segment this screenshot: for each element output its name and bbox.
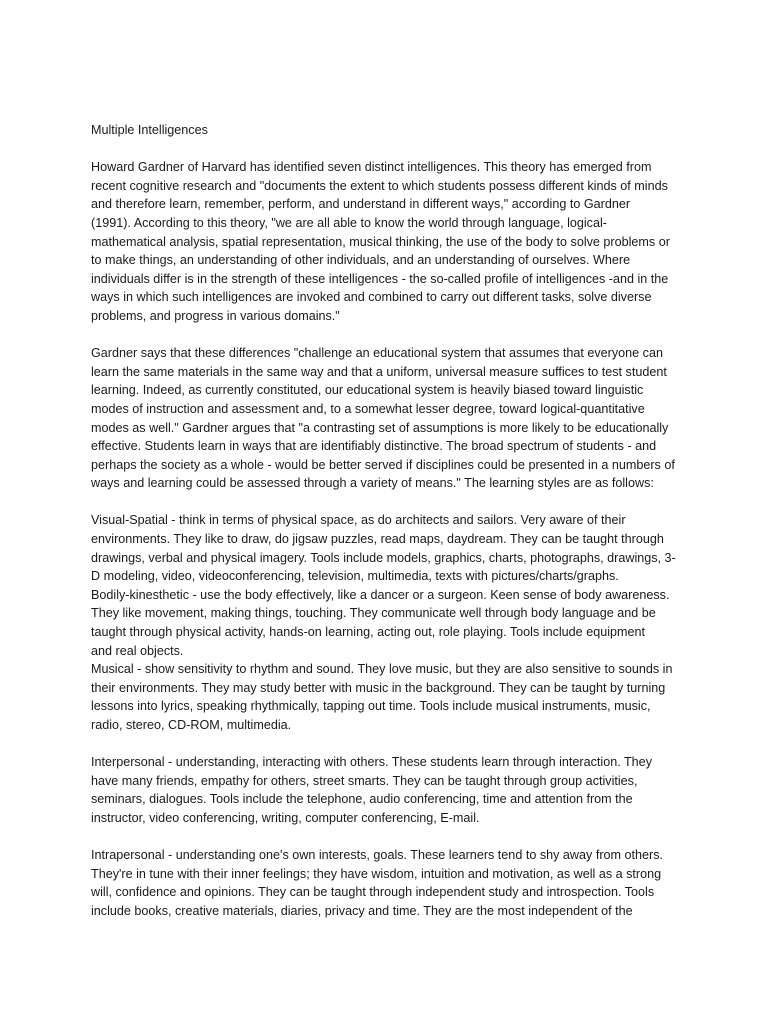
text-line: environments. They like to draw, do jigsaw puzzles, read maps, daydream. They can be taught through xyxy=(91,532,664,547)
text-line: have many friends, empathy for others, street smarts. They can be taught through group activities, xyxy=(91,773,638,788)
document-title: Multiple Intelligences xyxy=(91,123,208,137)
text-line: problems, and progress in various domains." xyxy=(91,308,340,323)
text-line: mathematical analysis, spatial representation, musical thinking, the use of the body to solve problems or xyxy=(91,234,670,249)
text-line: Musical - show sensitivity to rhythm and sound. They love music, but they are also sensitive to sounds in xyxy=(91,662,673,677)
paragraph-spacer xyxy=(91,828,691,847)
document-body xyxy=(91,121,691,921)
text-line: ways in which such intelligences are invoked and combined to carry out different tasks, solve diverse xyxy=(91,290,652,305)
text-line: radio, stereo, CD-ROM, multimedia. xyxy=(91,718,292,732)
text-line: and real objects. xyxy=(91,643,184,658)
text-line: include books, creative materials, diaries, privacy and time. They are the most independent of the xyxy=(91,903,633,918)
paragraph-intro xyxy=(91,158,691,325)
paragraph-gardner-says xyxy=(91,344,691,493)
paragraph-spacer xyxy=(91,735,691,754)
text-line: Visual-Spatial - think in terms of physical space, as do architects and sailors. Very aware of their xyxy=(91,513,626,528)
text-line: perhaps the society as a whole - would be better served if disciplines could be presented in a numbers of xyxy=(91,457,675,472)
text-line: their environments. They may study better with music in the background. They can be taught by turning xyxy=(91,680,666,695)
text-line: seminars, dialogues. Tools include the telephone, audio conferencing, time and attention from the xyxy=(91,792,633,807)
text-line: lessons into lyrics, speaking rhythmically, tapping out time. Tools include musical instruments, music, xyxy=(91,699,651,714)
paragraph-intrapersonal xyxy=(91,846,691,920)
text-line: learning. Indeed, as currently constituted, our educational system is heavily biased toward linguistic xyxy=(91,383,644,398)
paragraph-spacer xyxy=(91,140,691,159)
text-line: taught through physical activity, hands-on learning, acting out, role playing. Tools include equipment xyxy=(91,625,646,640)
text-line: Howard Gardner of Harvard has identified seven distinct intelligences. This theory has emerged from xyxy=(91,160,652,175)
text-line: They like movement, making things, touching. They communicate well through body language and be xyxy=(91,606,656,621)
text-line: effective. Students learn in ways that are identifiably distinctive. The broad spectrum of students - and xyxy=(91,439,657,454)
text-line: modes of instruction and assessment and, to a somewhat lesser degree, toward logical-quantitative xyxy=(91,401,645,416)
paragraph-learning-styles xyxy=(91,511,691,734)
paragraph-spacer xyxy=(91,493,691,512)
text-line: recent cognitive research and "documents the extent to which students possess different kinds of minds xyxy=(91,178,668,193)
text-line: and therefore learn, remember, perform, and understand in different ways," according to Gardner xyxy=(91,197,631,212)
text-line: modes as well." Gardner argues that "a contrasting set of assumptions is more likely to be educationally xyxy=(91,420,669,435)
text-line: They're in tune with their inner feelings; they have wisdom, intuition and motivation, as well as a strong xyxy=(91,866,662,881)
paragraph-interpersonal xyxy=(91,753,691,827)
text-line: will, confidence and opinions. They can be taught through independent study and introspection. Tools xyxy=(91,885,655,900)
text-line: drawings, verbal and physical imagery. Tools include models, graphics, charts, photographs, drawings, 3- xyxy=(91,550,676,565)
text-line: Gardner says that these differences "challenge an educational system that assumes that everyone can xyxy=(91,346,663,361)
text-line: instructor, video conferencing, writing, computer conferencing, E-mail. xyxy=(91,810,480,825)
paragraph-spacer xyxy=(91,326,691,345)
text-line: Intrapersonal - understanding one's own interests, goals. These learners tend to shy away from others. xyxy=(91,848,664,863)
text-line: Bodily-kinesthetic - use the body effectively, like a dancer or a surgeon. Keen sense of body awareness. xyxy=(91,587,670,602)
text-line: learn the same materials in the same way and that a uniform, universal measure suffices to test student xyxy=(91,364,667,379)
text-line: Interpersonal - understanding, interacting with others. These students learn through interaction. They xyxy=(91,755,652,770)
text-line: D modeling, video, videoconferencing, television, multimedia, texts with pictures/charts/graphs. xyxy=(91,569,619,584)
text-line: ways and learning could be assessed through a variety of means." The learning styles are as follows: xyxy=(91,476,654,491)
text-line: individuals differ is in the strength of these intelligences - the so-called profile of intelligences -and in the xyxy=(91,271,669,286)
text-line: (1991). According to this theory, "we are all able to know the world through language, logical- xyxy=(91,215,607,230)
text-line: to make things, an understanding of other individuals, and an understanding of ourselves. Where xyxy=(91,253,631,268)
